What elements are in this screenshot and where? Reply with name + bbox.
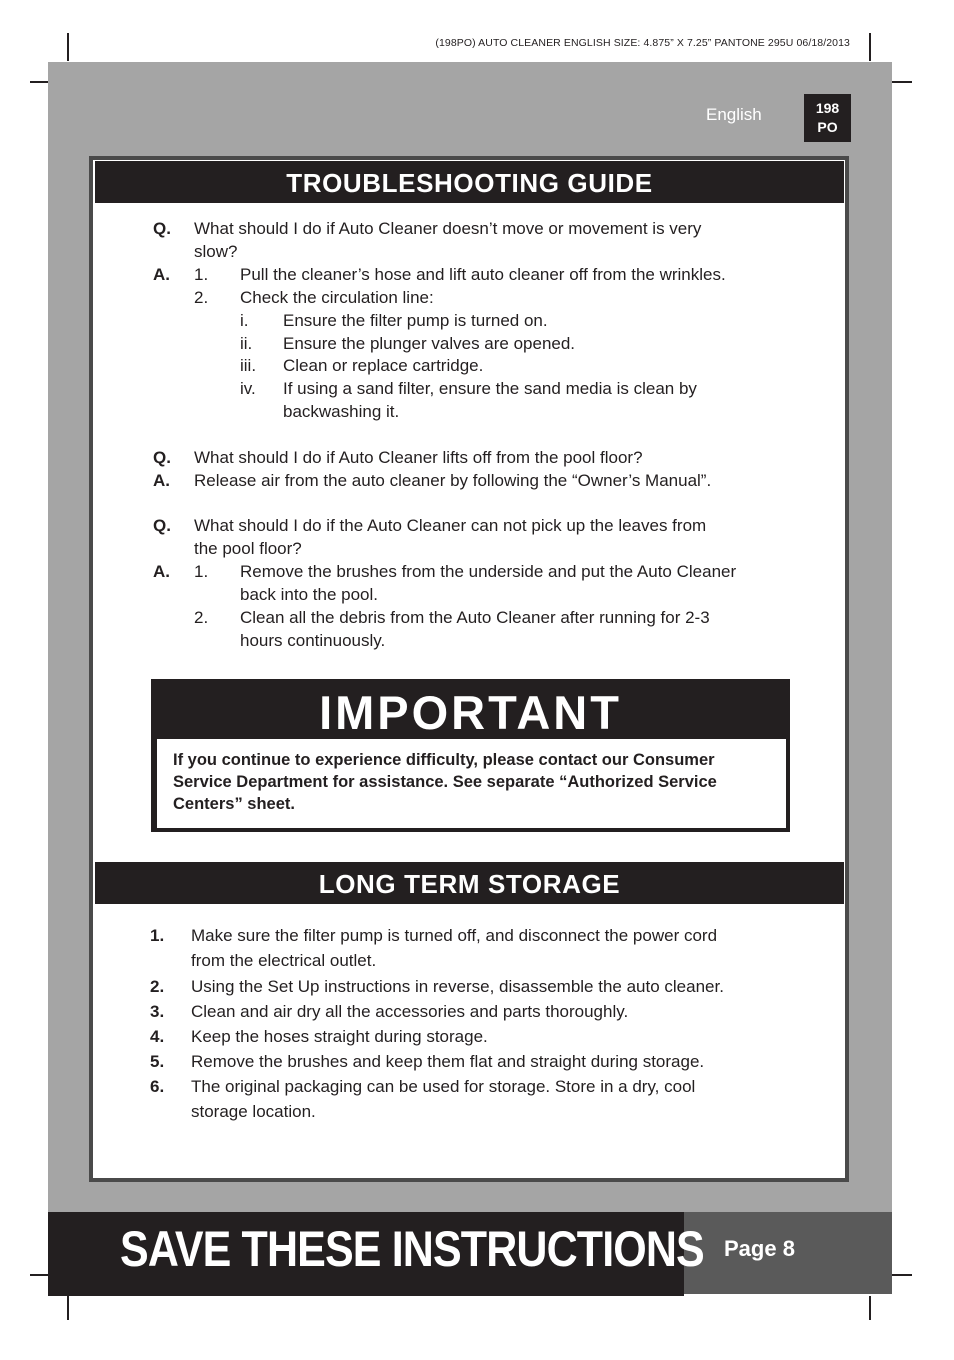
storage-item: Clean and air dry all the accessories and parts thoroughly. xyxy=(191,1002,629,1021)
storage-num: 3. xyxy=(150,1002,165,1021)
storage-item-cont: from the electrical outlet. xyxy=(191,951,377,970)
important-text xyxy=(173,749,717,815)
crop-mark xyxy=(869,1296,871,1320)
a3-num2: 2. xyxy=(194,608,209,627)
a3-item2-line1: Clean all the debris from the Auto Cleaner after running for 2-3 xyxy=(240,608,710,627)
a1-item1: Pull the cleaner’s hose and lift auto cleaner off from the wrinkles. xyxy=(240,265,726,284)
a3-item1-line1: Remove the brushes from the underside and put the Auto Cleaner xyxy=(240,562,737,581)
crop-mark xyxy=(67,33,69,61)
a1-label: A. xyxy=(153,265,170,284)
storage-item: Make sure the filter pump is turned off, and disconnect the power cord xyxy=(191,926,718,945)
storage-item-cont: storage location. xyxy=(191,1102,316,1121)
sub-num: ii. xyxy=(240,334,253,353)
q1-line1: What should I do if Auto Cleaner doesn’t move or movement is very xyxy=(194,219,702,238)
q2-label: Q. xyxy=(153,448,171,467)
crop-mark xyxy=(869,33,871,61)
q3-label: Q. xyxy=(153,516,171,535)
crop-mark xyxy=(892,1274,912,1276)
a3-num1: 1. xyxy=(194,562,209,581)
a1-item2: Check the circulation line: xyxy=(240,288,434,307)
storage-num: 1. xyxy=(150,926,165,945)
important-line1: If you continue to experience difficulty, please contact our Consumer xyxy=(173,751,715,769)
troubleshooting-title: TROUBLESHOOTING GUIDE xyxy=(95,161,844,203)
storage-num: 4. xyxy=(150,1027,165,1046)
model-badge xyxy=(804,94,851,142)
badge-line2: PO xyxy=(817,119,838,135)
sub-num: i. xyxy=(240,311,249,330)
crop-mark xyxy=(892,81,912,83)
a1-num1: 1. xyxy=(194,265,209,284)
save-instructions-heading: SAVE THESE INSTRUCTIONS xyxy=(120,1221,704,1277)
a2-text: Release air from the auto cleaner by following the “Owner’s Manual”. xyxy=(194,471,712,490)
a3-label: A. xyxy=(153,562,170,581)
page-number: Page 8 xyxy=(724,1236,795,1261)
storage-num: 5. xyxy=(150,1052,165,1071)
sub-text: If using a sand filter, ensure the sand media is clean by xyxy=(283,379,697,398)
storage-num: 6. xyxy=(150,1077,165,1096)
a3-item1-line2: back into the pool. xyxy=(240,585,378,604)
storage-item: Keep the hoses straight during storage. xyxy=(191,1027,488,1046)
storage-item: The original packaging can be used for storage. Store in a dry, cool xyxy=(191,1077,696,1096)
q2-text: What should I do if Auto Cleaner lifts off from the pool floor? xyxy=(194,448,643,467)
q3-line1: What should I do if the Auto Cleaner can not pick up the leaves from xyxy=(194,516,707,535)
q3-line2: the pool floor? xyxy=(194,539,302,558)
sub-text-cont: backwashing it. xyxy=(283,402,400,421)
language-label: English xyxy=(706,105,762,124)
sub-num: iv. xyxy=(240,379,256,398)
a2-label: A. xyxy=(153,471,170,490)
q1-line2: slow? xyxy=(194,242,238,261)
print-slug: (198PO) AUTO CLEANER ENGLISH SIZE: 4.875” X 7.25” PANTONE 295U 06/18/2013 xyxy=(435,37,850,49)
badge-line1: 198 xyxy=(815,100,840,116)
sub-num: iii. xyxy=(240,356,257,375)
important-line3: Centers” sheet. xyxy=(173,795,295,813)
a3-item2-line2: hours continuously. xyxy=(240,631,386,650)
sub-text: Clean or replace cartridge. xyxy=(283,356,484,375)
sub-text: Ensure the plunger valves are opened. xyxy=(283,334,576,353)
a1-num2: 2. xyxy=(194,288,209,307)
crop-mark xyxy=(67,1296,69,1320)
storage-num: 2. xyxy=(150,977,165,996)
q1-label: Q. xyxy=(153,219,171,238)
important-line2: Service Department for assistance. See separate “Authorized Service xyxy=(173,773,717,791)
storage-title: LONG TERM STORAGE xyxy=(95,862,844,904)
storage-item: Using the Set Up instructions in reverse, disassemble the auto cleaner. xyxy=(191,977,724,996)
crop-mark xyxy=(30,81,48,83)
sub-text: Ensure the filter pump is turned on. xyxy=(283,311,548,330)
crop-mark xyxy=(30,1274,48,1276)
storage-item: Remove the brushes and keep them flat and straight during storage. xyxy=(191,1052,705,1071)
important-title: IMPORTANT xyxy=(319,686,622,739)
